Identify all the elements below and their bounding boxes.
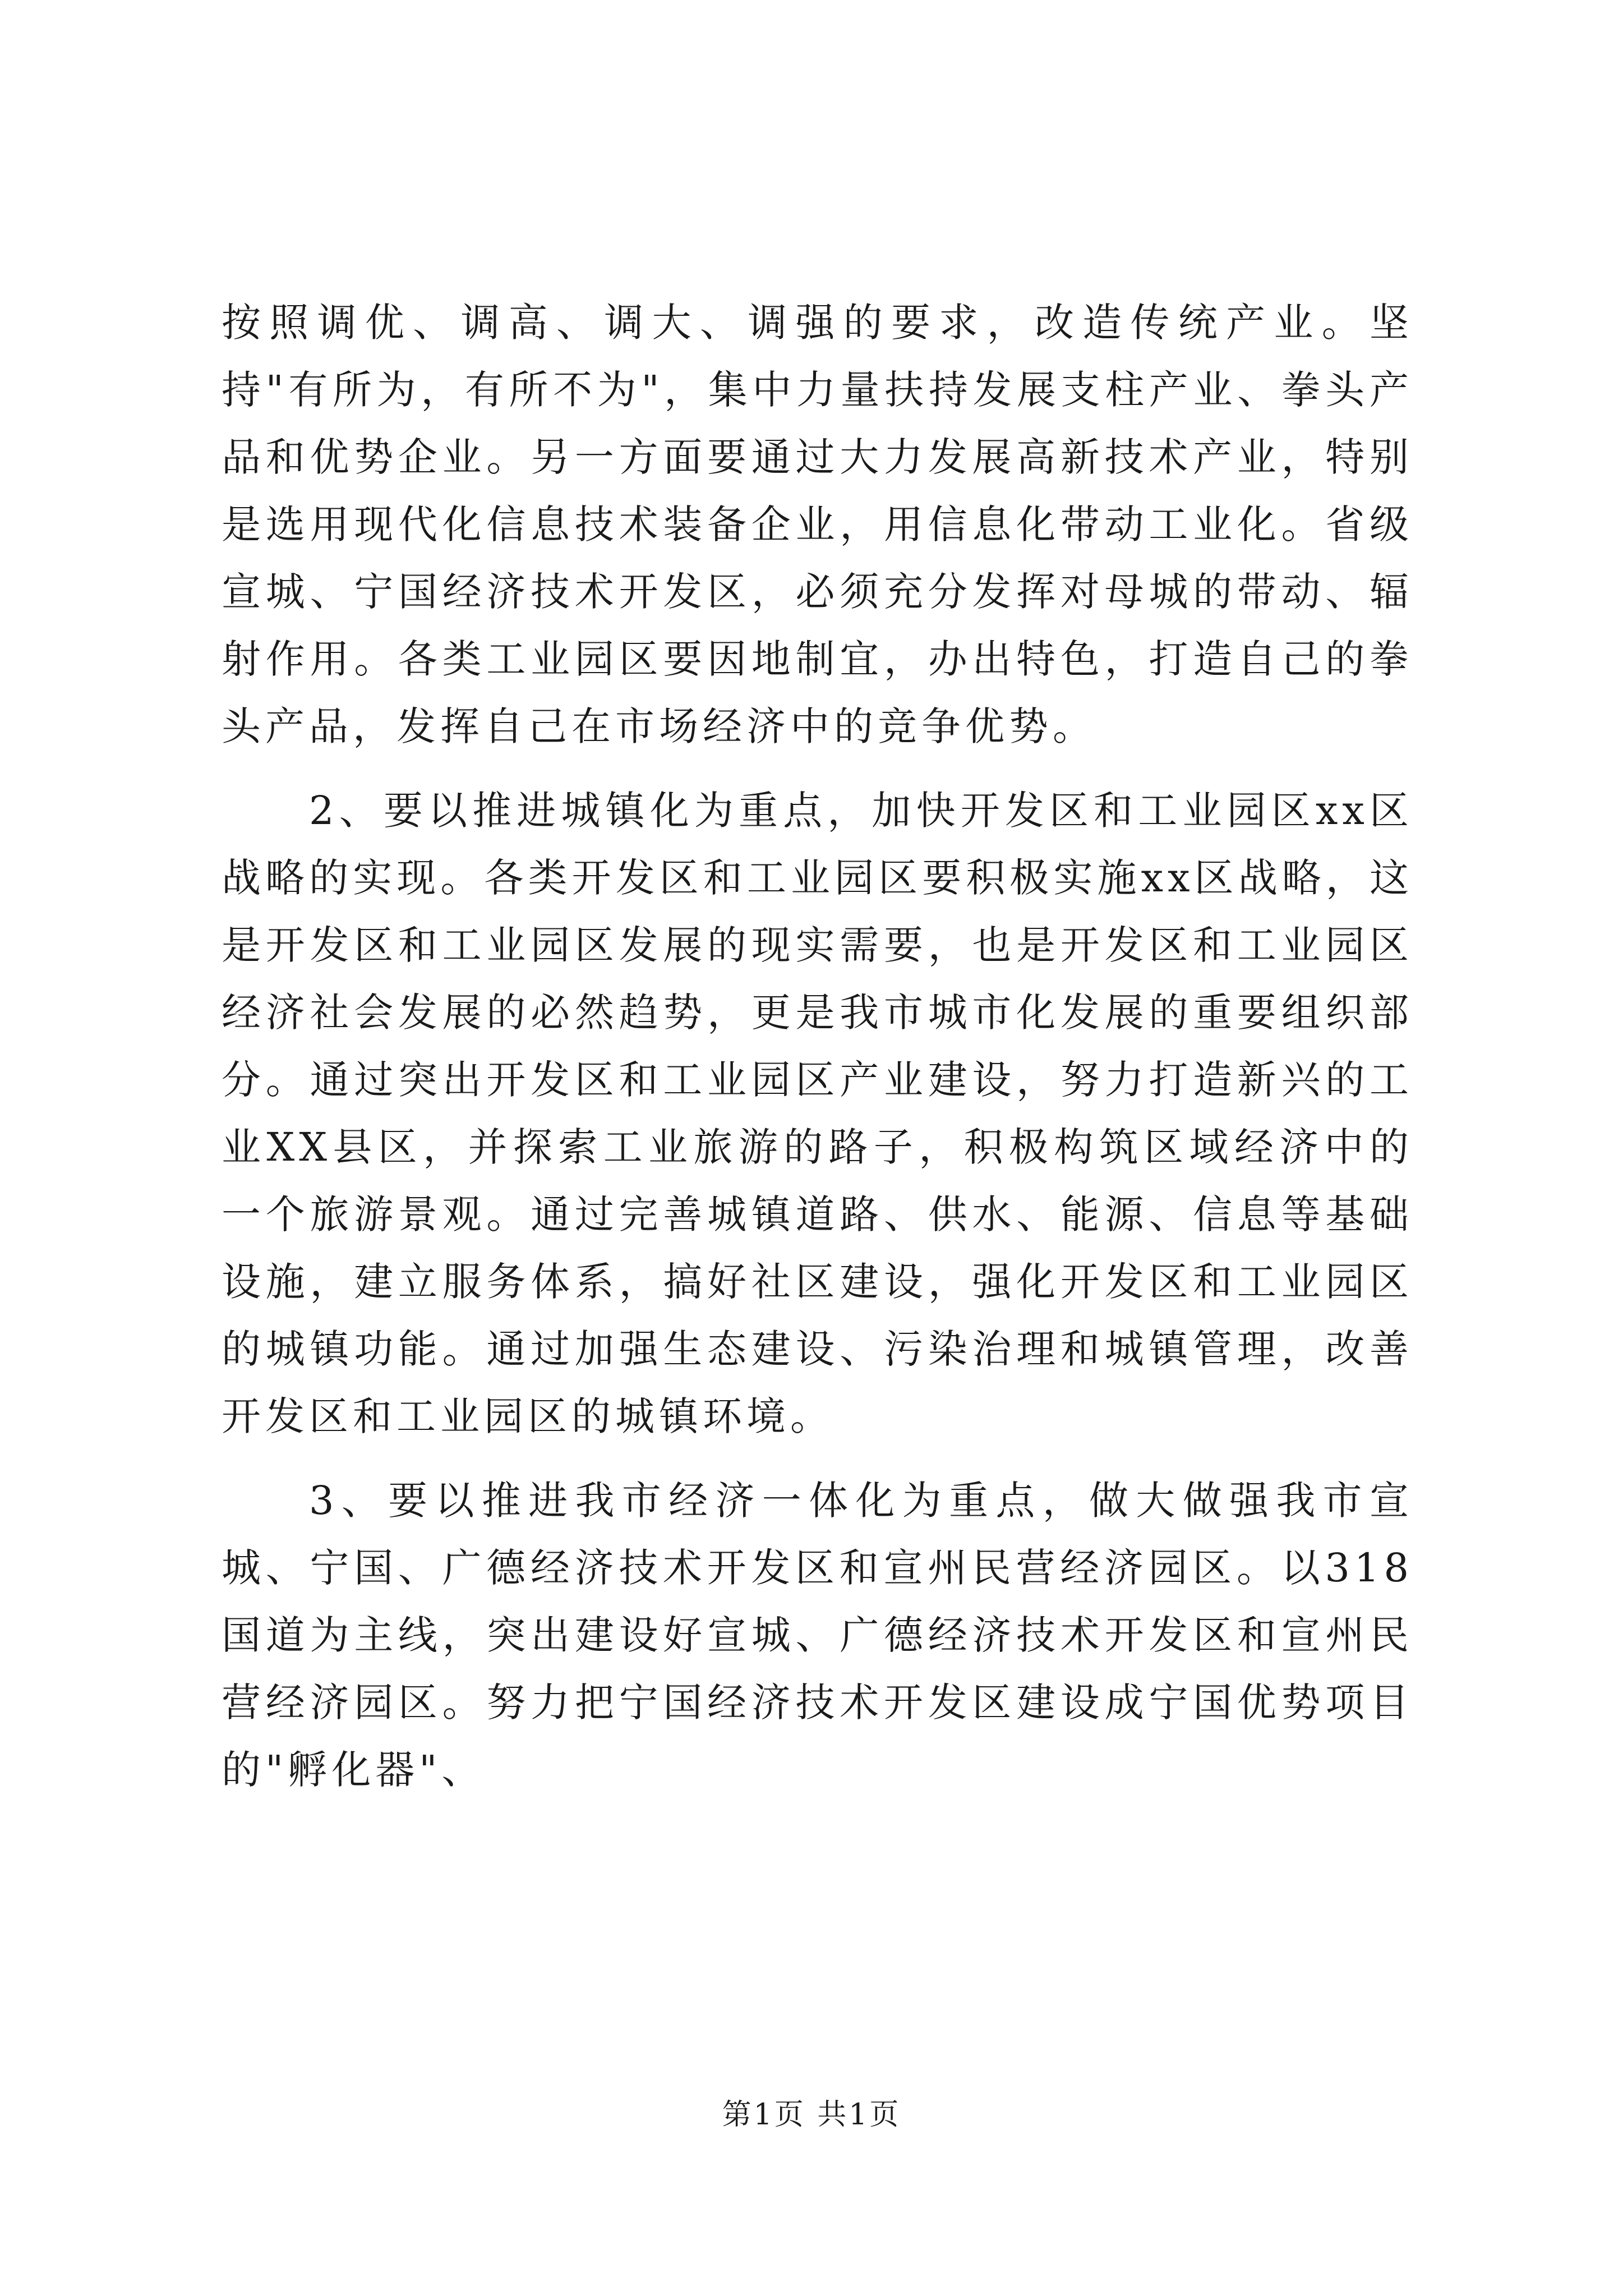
paragraph-1: 按照调优、调高、调大、调强的要求，改造传统产业。坚持"有所为，有所不为"，集中力量扶持发展支柱产业、拳头产品和优势企业。另一方面要通过大力发展高新技术产业，特别是选用现代化信息技术装备企业，用信息化带动工业化。省级宣城、宁国经济技术开发区，必须充分发挥对母城的带动、辐射作用。各类工业园区要因地制宜，办出特色，打造自己的拳头产品，发挥自己在市场经济中的竞争优势。	[222, 300, 1413, 749]
page-footer: 第1页 共1页	[722, 2098, 901, 2132]
paragraph-3: 3、要以推进我市经济一体化为重点，做大做强我市宣城、宁国、广德经济技术开发区和宣州民营经济园区。以318国道为主线，突出建设好宣城、广德经济技术开发区和宣州民营经济园区。努力把宁国经济技术开发区建设成宁国优势项目的"孵化器"、	[222, 1478, 1413, 1793]
document-body	[222, 289, 1413, 1803]
paragraph-2: 2、要以推进城镇化为重点，加快开发区和工业园区xx区战略的实现。各类开发区和工业园区要积极实施xx区战略，这是开发区和工业园区发展的现实需要，也是开发区和工业园区经济社会发展的必然趋势，更是我市城市化发展的重要组织部分。通过突出开发区和工业园区产业建设，努力打造新兴的工业XX县区，并探索工业旅游的路子，积极构筑区域经济中的一个旅游景观。通过完善城镇道路、供水、能源、信息等基础设施，建立服务体系，搞好社区建设，强化开发区和工业园区的城镇功能。通过加强生态建设、污染治理和城镇管理，改善开发区和工业园区的城镇环境。	[222, 788, 1413, 1439]
